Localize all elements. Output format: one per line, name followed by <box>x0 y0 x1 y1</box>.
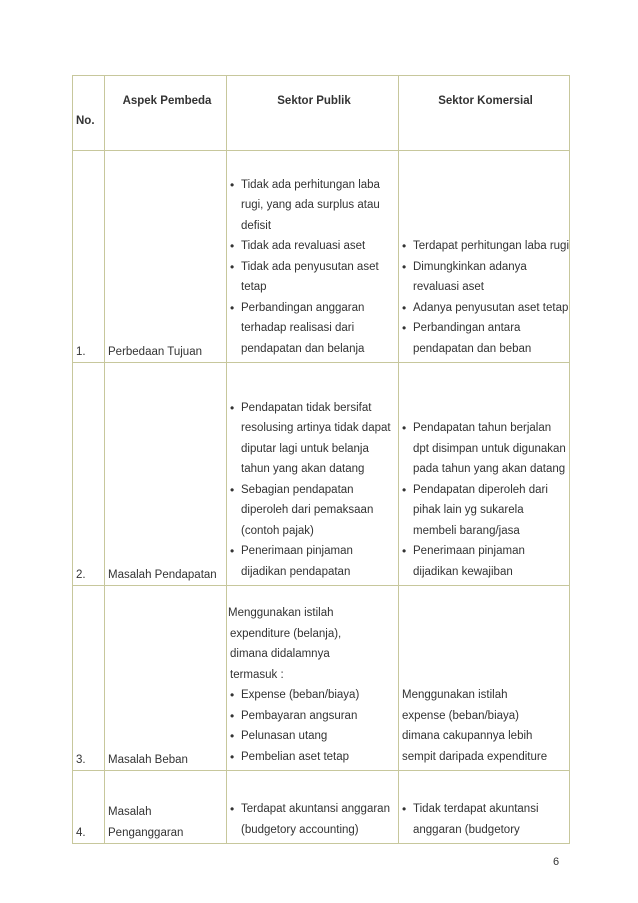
cell-publik <box>227 771 399 844</box>
cell-no: 1. <box>73 151 105 363</box>
cell-publik <box>227 151 399 363</box>
bullet-list <box>230 398 398 584</box>
cell-aspek: Perbedaan Tujuan <box>105 151 227 363</box>
bullet-list <box>402 799 569 841</box>
cell-publik <box>227 586 399 771</box>
header-aspek: Aspek Pembeda <box>105 76 227 151</box>
list-item: • Penerimaan pinjaman dijadikan pendapatan <box>230 541 398 582</box>
list-item: • Dimungkinkan adanya revaluasi aset <box>402 257 569 298</box>
cell-aspek: Masalah Penganggaran <box>105 771 227 844</box>
bullet-list <box>227 685 398 768</box>
table-row <box>73 363 570 586</box>
cell-aspek: Masalah Pendapatan <box>105 363 227 586</box>
cell-komersial <box>399 363 570 586</box>
list-item: • Pendapatan tidak bersifat resolusing artinya tidak dapat diputar lagi untuk belanja tahun yang akan datang <box>230 398 398 480</box>
list-item: • Pembelian aset tetap <box>230 747 398 768</box>
publik-intro: Menggunakan istilah expenditure (belanja), dimana didalamnya termasuk : <box>228 607 342 681</box>
list-item: • Tidak terdapat akuntansi anggaran (budgetory <box>402 799 569 840</box>
list-item: • Perbandingan antara pendapatan dan beban <box>402 318 569 359</box>
header-no: No. <box>73 76 105 151</box>
list-item: • Pendapatan tahun berjalan dpt disimpan untuk digunakan pada tahun yang akan datang <box>402 418 569 480</box>
list-item: • Penerimaan pinjaman dijadikan kewajiban <box>402 541 569 582</box>
list-item: • Perbandingan anggaran terhadap realisasi dari pendapatan dan belanja <box>230 298 398 360</box>
cell-komersial <box>399 151 570 363</box>
cell-publik <box>227 363 399 586</box>
bullet-list <box>230 799 398 841</box>
list-item: • Expense (beban/biaya) <box>230 685 398 706</box>
list-item: • Adanya penyusutan aset tetap <box>402 298 569 319</box>
list-item: • Sebagian pendapatan diperoleh dari pemaksaan (contoh pajak) <box>230 480 398 542</box>
bullet-list <box>402 236 569 360</box>
komersial-text: Menggunakan istilah expense (beban/biaya) dimana cakupannya lebih sempit daripada expenditure <box>402 689 548 763</box>
cell-komersial <box>399 771 570 844</box>
header-komersial: Sektor Komersial <box>399 76 570 151</box>
cell-no: 2. <box>73 363 105 586</box>
list-item: • Pelunasan utang <box>230 726 398 747</box>
list-item: • Terdapat akuntansi anggaran (budgetory accounting) <box>230 799 398 840</box>
table-row <box>73 586 570 771</box>
table-row <box>73 771 570 844</box>
page-number: 6 <box>553 856 560 868</box>
list-item: • Tidak ada revaluasi aset <box>230 236 398 257</box>
bullet-list <box>230 170 398 361</box>
list-item: • Pembayaran angsuran <box>230 706 398 727</box>
cell-no: 4. <box>73 771 105 844</box>
table-header-row <box>73 76 570 151</box>
header-publik: Sektor Publik <box>227 76 399 151</box>
cell-komersial <box>399 586 570 771</box>
list-item: • Terdapat perhitungan laba rugi <box>402 236 569 257</box>
cell-aspek: Masalah Beban <box>105 586 227 771</box>
list-item: • Pendapatan diperoleh dari pihak lain yg sukarela membeli barang/jasa <box>402 480 569 542</box>
table-row <box>73 151 570 363</box>
comparison-table <box>72 75 570 844</box>
list-item: • Tidak ada penyusutan aset tetap <box>230 257 398 298</box>
bullet-list <box>402 418 569 583</box>
list-item: • Tidak ada perhitungan laba rugi, yang ada surplus atau defisit <box>230 175 398 237</box>
cell-no: 3. <box>73 586 105 771</box>
